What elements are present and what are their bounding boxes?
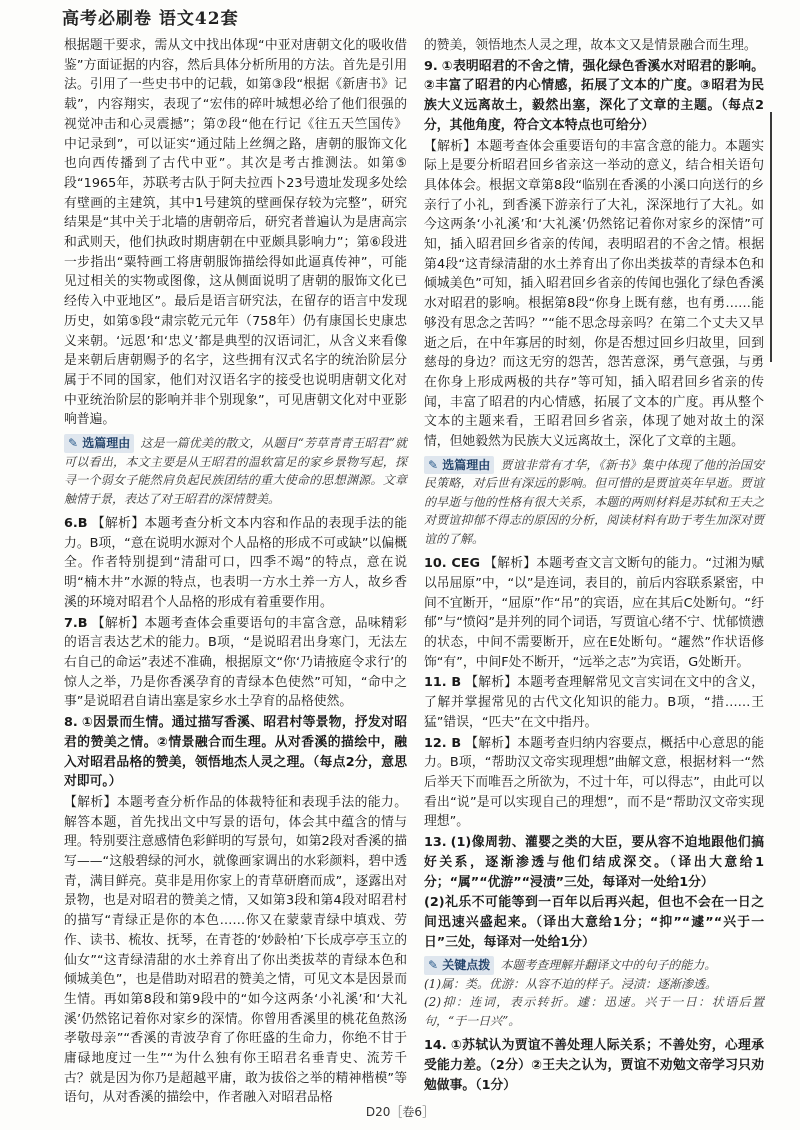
- answer-6: [64, 514, 407, 613]
- answer-10: [424, 554, 764, 672]
- question-number: 10. CEG: [424, 556, 480, 572]
- note-text: 本题考查理解并翻译文中的句子的能力。: [500, 958, 717, 973]
- answer-12: [424, 734, 764, 833]
- question-number: 6.B: [64, 516, 88, 532]
- right-column: [424, 36, 764, 1096]
- question-number: 7.B: [64, 615, 88, 631]
- answer-text: 【解析】本题考查归纳内容要点，概括中心意思的能力。B项，“帮助汉文帝实现理想”曲解文意，根据材料一“然后举天下而唯吾之所欲为，不过十年，可以得志”，由此可以看出“说”是可以实现自己的理想”，而不是“帮助汉文帝实现理想”。: [424, 735, 764, 830]
- note-label: ✎ 选篇理由: [424, 456, 494, 475]
- note-label: ✎ 关键点拨: [424, 956, 494, 975]
- note-text: (2)抑：连词，表示转折。遽：迅速。兴于一日：状语后置句，“于一日兴”。: [424, 995, 764, 1028]
- answer-text: 【解析】本题考查分析文本内容和作品的表现手法的能力。B项，“意在说明水源对个人品格的形成不可或缺”以偏概全。作者特别提到“清甜可口，四季不竭”的特点，意在说明“楠木井”水源的特点，也表明一方水土养一方人，故乡香溪的环境对昭君个人品格的形成有着重要作用。: [64, 516, 407, 610]
- scan-edge-mark: [770, 112, 772, 362]
- question-number: 12. B: [424, 735, 462, 751]
- page-footer: D20［卷6］: [365, 1105, 435, 1119]
- answer-text: 【解析】本题考查文言文断句的能力。“过湘为赋以吊屈原”中，“以”是连词，表目的，前后内容联系紧密，中间不宜断开，“屈原”作“吊”的宾语，应在其后C处断句。“纡郁”与“愤闷”是并列的同个词语，写贾谊心绪不宁、忧郁愤懑的状态，中间不需要断开，应在E处断句。“趯然”作状语修饰“有”，中间F处不断开，“远举之志”为宾语，G处断开。: [424, 556, 764, 670]
- answer-9: [424, 57, 764, 136]
- note-text: (1)属：类。优游：从容不迫的样子。浸渍：逐渐渗透。: [424, 976, 718, 991]
- answer-text: 【解析】本题考查理解常见文言实词在文中的含义，了解并掌握常见的古代文化知识的能力。B项，“措……王猛”错误，“匹夫”在文中指丹。: [424, 675, 764, 730]
- answer-14: [424, 1036, 764, 1095]
- answer-8-analysis: 【解析】本题考查分析作品的体裁特征和表现手法的能力。解答本题，首先找出文中写景的语句，体会其中蕴含的情与理。特别要注意感情色彩鲜明的写景句，如第2段对香溪的描写——“这般碧绿的河水，就像画家调出的水彩颜料，碧中透青，满目鲜亮。莫非是用你家上的青草研磨而成”，逐露出对景物，也是对昭君的赞美之情，又如第3段和第4段对昭君村的描写“青绿正是你的本色……你又在蒙蒙青绿中填戏、劳作、读书、梳妆、抚琴，在青苍的‘妙龄柏’下长成亭亭玉立的仙女”“这青绿清甜的水土养育出了你出类拔萃的青绿本色和倾城美色”，也是借助对昭君的赞美之情，可见文本是因景而生情。再如第8段和第9段中的“如今这两条‘小礼溪’和‘大礼溪’仍然铭记着你对家乡的深情。你曾用香溪里的桃花鱼熬汤孝敬母亲”“香溪的青波孕育了你旺盛的生命力，你绝不甘于庸碌地度过一生”“为什么独有你王昭君名垂青史、流芳千古？就是因为你乃是超越平庸，敢为拔俗之举的精神楷模”等语句，从对香溪的描绘中，作者融入对昭君品格: [64, 794, 407, 1106]
- continued-text: 的赞美，领悟地杰人灵之理，故本文又是情景融合而生理。: [424, 38, 757, 53]
- note-text: 这是一篇优美的散文，从题目“芳草青青王昭君”就可以看出，本文主要是从王昭君的温软富足的家乡景物写起，探寻一个弱女子能然肩负起民族团结的重大使命的思想渊源。文章触情于景，表达了对王昭君的深情赞美。: [64, 436, 407, 506]
- answer-text: (1)像周勃、灌婴之类的大臣，要从容不迫地跟他们搞好关系，逐渐渗透与他们结成深交。（译出大意给1分；“属”“优游”“浸渍”三处，每译对一处给1分）: [424, 835, 764, 890]
- book-title: 高考必刷卷 语文42套: [62, 9, 239, 29]
- answer-13-part2: (2)礼乐不可能等到一百年以后再兴起，但也不会在一日之间迅速兴盛起来。（译出大意给1分；“抑”“遽”“兴于一日”三处，每译对一处给1分）: [424, 895, 764, 950]
- answer-9-analysis: 【解析】本题考查体会重要语句的丰富含意的能力。本题实际上是要分析昭君回乡省亲这一举动的意义，结合相关语句具体体会。根据文章第8段“临别在香溪的小溪口向送行的乡亲行了小礼，到香溪下游亲行了大礼，深深地行了大礼。如今这两条‘小礼溪’和‘大礼溪’仍然铭记着你对家乡的深情”可知，插入昭君回乡省亲的传闻，表明昭君的不舍之情。根据第4段“这青绿清甜的水土养育出了你出类拔萃的青绿本色和倾城美色”可知，插入昭君回乡省亲的传闻也强化了绿色香溪水对昭君的影响。根据第8段“你身上既有慈，也有勇……能够没有思念之苦吗？”“能不思念母亲吗？在第二个丈夫又早逝之后，在中年寡居的时刻，你是否想过回乡归故里，回到慈母的身边？而这无穷的怨苦，怨苦意深，勇气意强，与勇在你身上形成两极的共存”等可知，插入昭君回乡省亲的传闻，丰富了昭君的内心情感，拓展了文本的广度。再从整个文本的主题来看，王昭君回乡省亲，体现了她对故土的深情，但她毅然为民族大义远离故土，深化了文章的主题。: [424, 138, 764, 450]
- answer-7: [64, 614, 407, 713]
- answer-text: 【解析】本题考查体会重要语句的丰富含意，品味精彩的语言表达艺术的能力。B项，“是说昭君出身寒门，无法左右自己的命运”表述不准确，根据原文“你‘乃请掖庭令求行’的惊人之举，乃是你香溪孕育的青绿本色使然”可知，“命中之事”是说昭君自请出塞是家乡水土孕育的品格使然。: [64, 615, 407, 710]
- selection-reason-note: [424, 456, 764, 549]
- answer-text: ①表明昭君的不舍之情，强化绿色香溪水对昭君的影响。②丰富了昭君的内心情感，拓展了文本的广度。③昭君为民族大义远离故土，毅然出塞，深化了文章的主题。（每点2分，其他角度，符合文本特点也可给分）: [424, 58, 764, 133]
- answer-11: [424, 673, 764, 732]
- selection-reason-note: [64, 434, 407, 508]
- note-label: ✎ 选篇理由: [64, 434, 134, 453]
- answer-13: [424, 833, 764, 892]
- answer-text: ①因景而生情。通过描写香溪、昭君村等景物，抒发对昭君的赞美之情。②情景融合而生理。从对香溪的描绘中，融入对昭君品格的赞美，领悟地杰人灵之理。（每点2分，意思对即可。）: [64, 715, 407, 790]
- analysis-paragraph: 根据题干要求，需从文中找出体现“中亚对唐朝文化的吸收借鉴”方面证据的内容，然后具体分析所用的方法。首先是引用法。引用了一些史书中的记载，如第③段“根据《新唐书》记载”，内容翔实，表现了“宏伟的碎叶城想必给了他们很强的视觉冲击和心灵震撼”；第⑦段“他在行记《往五天竺国传》中记录到”，可以证实“通过陆上丝绸之路，唐朝的服饰文化也向西传播到了古代中亚”。其次是考古推测法。如第⑤段“1965年，苏联考古队于阿夫拉西卜23号遗址发现多处绘有壁画的主建筑，其中1号建筑的壁画保存较为完整”，研究结果是“其中关于北墙的唐朝帝后，研究者普遍认为是唐高宗和武则天，他们执政时期唐朝在中亚颇具影响力”；第⑥段进一步指出“粟特画工将唐朝服饰描绘得如此逼真传神”，可能见过相关的实物或图像，这从侧面说明了唐朝的服饰文化已经传入中亚地区”。最后是语言研究法，在留存的语言中发现历史，如第⑤段“肃宗乾元元年（758年）仍有康国长史康忠义来朝。‘远恩’和‘忠义’都是典型的汉语词汇，从含义来看像是来朝后唐朝赐予的名字，这些拥有汉式名字的统治阶层分属于不同的国家，他们对汉语名字的接受也说明唐朝文化对中亚统治阶层的影响并非个别现象”，可见唐朝文化对中亚影响普遍。: [64, 38, 407, 428]
- left-column: [64, 36, 407, 1109]
- question-number: 13.: [424, 835, 447, 851]
- key-point-note: [424, 956, 764, 1030]
- question-number: 14.: [424, 1038, 447, 1054]
- note-text: 贾谊非常有才华，《新书》集中体现了他的治国安民策略，对后世有深远的影响。但可惜的是贾谊英年早逝。贾谊的早逝与他的性格有很大关系，本题的两则材料是苏轼和王夫之对贾谊抑郁不得志的原因的分析，阅读材料有助于考生加深对贾谊的了解。: [424, 457, 764, 546]
- question-number: 11. B: [424, 675, 462, 691]
- question-number: 8.: [64, 715, 78, 731]
- answer-text: ①苏轼认为贾谊不善处理人际关系；不善处穷，心理承受能力差。（2分）②王夫之认为，贾谊不劝勉文帝学习只劝勉做事。（1分）: [424, 1038, 764, 1093]
- answer-8: [64, 713, 407, 792]
- question-number: 9.: [424, 58, 438, 74]
